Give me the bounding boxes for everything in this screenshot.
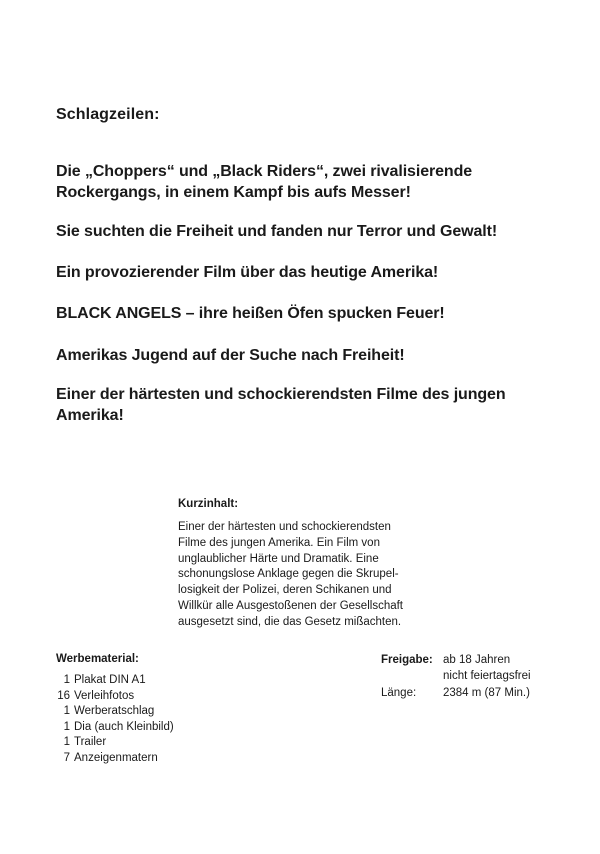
item-label: Verleihfotos [74,689,135,702]
item-quantity: 7 [63,751,70,764]
item-label: Werberatschlag [74,705,155,718]
summary-text: Einer der härtesten und schockierendsten Filme des jungen Amerika. Ein Film von unglaublicher Härte und Dramatik. Eine schonungslose Anklage gegen die Skrupel- losigkeit der Polizei, deren Schikanen und Willkür alle Ausgestoßenen der Gesellschaft ausgesetzt sind, die das Gesetz mißachten. [178,521,403,628]
promo-material-title: Werbematerial: [56,653,139,665]
item-label: Trailer [74,736,107,749]
item-label: Plakat DIN A1 [74,674,146,686]
list-item [56,751,174,767]
rating-value: ab 18 Jahren nicht feiertagsfrei [443,654,531,682]
item-quantity: 1 [63,705,70,718]
list-item [56,720,174,736]
list-item [56,673,174,689]
item-quantity: 1 [63,720,70,733]
list-item [56,704,174,720]
promo-material-list [56,673,174,767]
list-item [56,689,174,705]
release-info [381,653,531,702]
page-heading: Schlagzeilen: [56,106,160,123]
list-item [56,735,174,751]
length-row [381,686,531,702]
item-quantity: 1 [63,674,70,686]
length-label: Länge: [381,687,417,700]
headline: Sie suchten die Freiheit und fanden nur Terror und Gewalt! [56,223,498,240]
rating-label: Freigabe: [381,654,433,666]
headline: Ein provozierender Film über das heutige Amerika! [56,264,439,281]
item-quantity: 16 [57,689,70,702]
rating-row [381,653,531,684]
summary-title: Kurzinhalt: [178,498,239,510]
headline: BLACK ANGELS – ihre heißen Öfen spucken Feuer! [56,305,445,322]
headline: Amerikas Jugend auf der Suche nach Freiheit! [56,347,405,364]
item-quantity: 1 [63,736,70,749]
item-label: Anzeigenmatern [74,751,158,764]
headline: Die „Choppers“ und „Black Riders“, zwei rivalisierende Rockergangs, in einem Kampf bis aufs Messer! [56,163,473,201]
length-value: 2384 m (87 Min.) [443,687,530,700]
headline: Einer der härtesten und schockierendsten Filme des jungen Amerika! [56,386,506,424]
item-label: Dia (auch Kleinbild) [74,720,174,733]
